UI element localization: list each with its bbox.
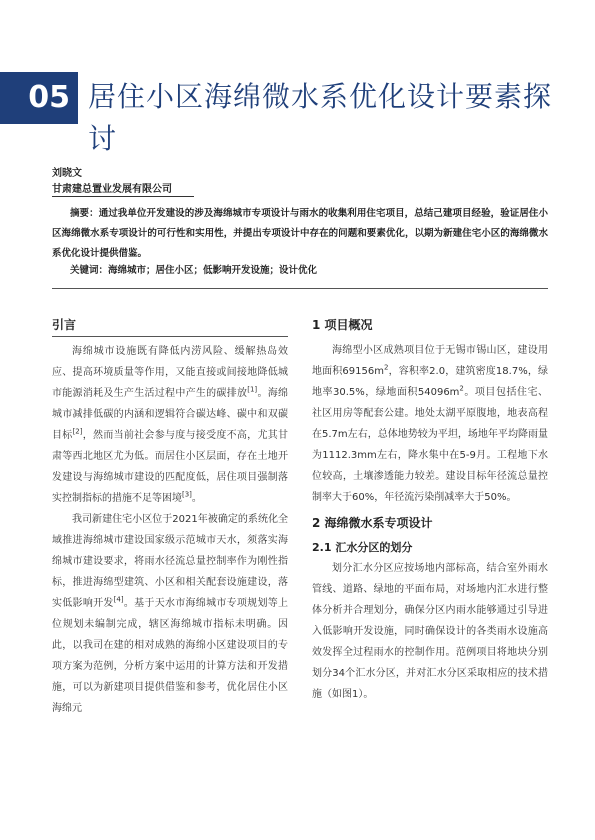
citation-ref-2: [2] <box>72 427 83 436</box>
intro-p2-text-a: 我司新建住宅小区位于2021年被确定的系统化全域推进海绵城市建设国家级示范城市天水，须落实海绵城市建设要求，将雨水径流总量控制率作为刚性指标，推进海绵型建筑、小区和相关配套设施建设，落实低影响开发 <box>52 514 288 609</box>
intro-paragraph-1 <box>52 341 288 509</box>
section-1-text-a: 海绵型小区成熟项目位于无锡市锡山区，建设用地面积69156m <box>312 345 548 377</box>
section-number-badge: 05 <box>0 72 78 124</box>
section-1-text-c: 。项目包括住宅、社区用房等配套公建。地处太湖平原腹地，地表高程在5.7m左右，总体地势较为平坦，场地年平均降雨量为1112.3mm左右，降水集中在5-9月。工程地下水位较高，土壤渗透能力较差。建设目标年径流总量控制率大于60%，年径流污染削减率大于50%。 <box>312 387 548 503</box>
section-2-heading: 2 海绵微水系专项设计 <box>312 516 433 530</box>
abstract-text: 通过我单位开发建设的涉及海绵城市专项设计与雨水的收集利用住宅项目，总结己建项目经验，验证居住小区海绵微水系专项设计的可行性和实用性，并提出专项设计中存在的问题和要素优化，以期为新建住宅小区的海绵微水系优化设计提供借鉴。 <box>52 208 548 259</box>
superscript-2: 2 <box>383 363 389 372</box>
intro-p2-text-b: 。基于天水市海绵城市专项规划等上位规划未编制完成，辖区海绵城市指标未明确。因此，以我司在建的相对成熟的海绵小区建设项目的专项方案为范例，分析方案中运用的计算方法和开发措施，可以为新建项目提供借鉴和参考，优化居住小区海绵元 <box>52 598 289 714</box>
section-2-1-heading: 2.1 汇水分区的划分 <box>312 541 413 554</box>
keywords-label: 关键词： <box>70 265 109 276</box>
left-column <box>52 316 288 719</box>
citation-ref-4: [4] <box>113 595 124 604</box>
right-column <box>312 316 548 705</box>
section-1-paragraph <box>312 340 548 508</box>
intro-paragraph-2 <box>52 509 288 719</box>
author-organization: 甘肃建总置业发展有限公司 <box>52 184 172 195</box>
organization-underline <box>52 196 194 197</box>
section-1-text-b: ，容积率2.0，建筑密度18.7%，绿地率30.5%，绿地面积54096m <box>312 366 548 398</box>
keywords <box>52 262 548 280</box>
superscript-2: 2 <box>459 384 464 393</box>
intro-p1-text-d: 。 <box>191 493 202 504</box>
citation-ref-1: [1] <box>247 385 258 394</box>
abstract <box>52 204 548 264</box>
intro-p1-text-a: 海绵城市设施既有降低内涝风险、缓解热岛效应、提高环境质量等作用，又能直接或间接地降低城市能源消耗及生产生活过程中产生的碳排放 <box>52 346 288 399</box>
section-1-heading: 1 项目概况 <box>312 318 373 332</box>
header-separator <box>52 288 548 289</box>
section-2-1-paragraph: 划分汇水分区应按场地内部标高，结合室外雨水管线、道路、绿地的平面布局，对场地内汇水进行整体分析并合理划分，确保分区内雨水能够通过引导进入低影响开发设施，同时确保设计的各类雨水设施高效发挥全过程雨水的控制作用。范例项目将地块分别划分34个汇水分区，并对汇水分区采取相应的技术措施（如图1）。 <box>312 563 548 700</box>
keywords-text: 海绵城市；居住小区；低影响开发设施；设计优化 <box>108 265 318 276</box>
abstract-label: 摘要： <box>70 208 99 219</box>
author-name: 刘晓文 <box>52 168 82 179</box>
intro-heading: 引言 <box>52 316 288 337</box>
citation-ref-3: [3] <box>182 490 192 499</box>
article-title: 居住小区海绵微水系优化设计要素探讨 <box>88 80 553 155</box>
intro-p1-text-b: 。海绵城市减排低碳的内涵和逻辑符合碳达峰、碳中和双碳目标 <box>52 388 289 441</box>
intro-p1-text-c: ，然而当前社会参与度与接受度不高，尤其甘肃等西北地区尤为低。而居住小区层面，存在土地开发建设与海绵城市建设的匹配度低，居住项目强制落实控制指标的措施不足等困境 <box>52 430 289 504</box>
